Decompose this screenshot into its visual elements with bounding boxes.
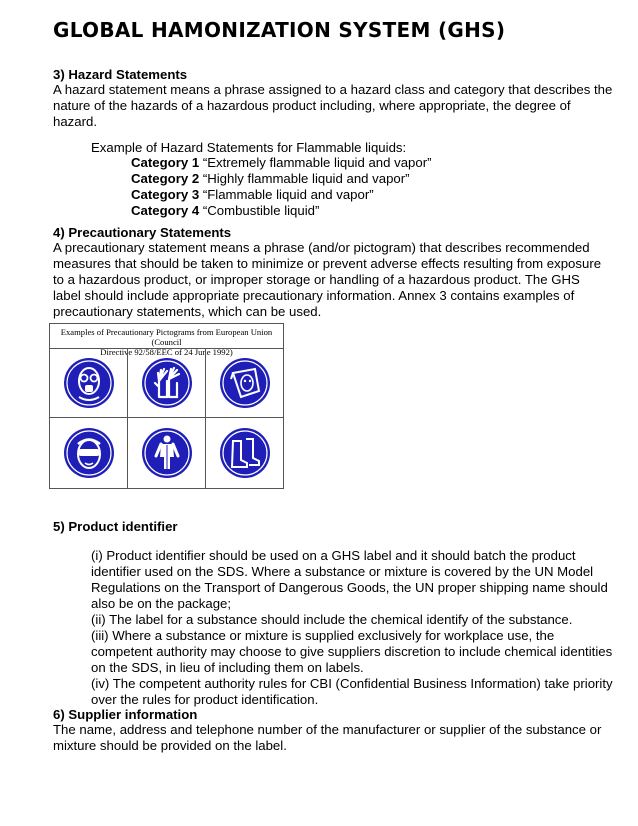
category-label: Category 1: [131, 155, 200, 170]
pictogram-cell: [50, 349, 128, 418]
hazard-category-list: [131, 155, 432, 219]
category-label: Category 2: [131, 171, 200, 186]
caption-line: Directive 92/58/EEC of 24 June 1992): [100, 347, 233, 357]
goggles-icon: [63, 427, 115, 479]
pictogram-table: [49, 323, 284, 489]
category-item: [131, 187, 432, 203]
product-line: Regulations on the Transport of Dangerous Goods, the UN proper shipping name should: [91, 580, 608, 595]
product-heading: 5) Product identifier: [53, 519, 178, 534]
pictogram-table-caption: [50, 324, 283, 357]
category-label: Category 3: [131, 187, 200, 202]
product-line: (i) Product identifier should be used on a GHS label and it should batch the product: [91, 548, 576, 563]
supplier-line: The name, address and telephone number of the manufacturer or supplier of the substance or: [53, 722, 602, 737]
product-line: on the SDS, in lieu of including them on labels.: [91, 660, 364, 675]
pictogram-cell: [206, 349, 283, 418]
product-line: (iii) Where a substance or mixture is supplied exclusively for workplace use, the: [91, 628, 555, 643]
product-paragraph: [91, 548, 613, 708]
category-item: [131, 155, 432, 171]
product-line: (iv) The competent authority rules for CBI (Confidential Business Information) take priority: [91, 676, 613, 691]
precautionary-paragraph: [53, 240, 601, 320]
pictogram-cell: [50, 418, 128, 488]
supplier-line: mixture should be provided on the label.: [53, 738, 287, 753]
protective-suit-icon: [141, 427, 193, 479]
product-line: identifier used on the SDS. Where a substance or mixture is covered by the UN Model: [91, 564, 594, 579]
respirator-icon: [63, 357, 115, 409]
category-label: Category 4: [131, 203, 200, 218]
precautionary-line: measures that should be taken to minimize or prevent adverse effects resulting from exposure: [53, 256, 602, 271]
precautionary-line: A precautionary statement means a phrase (and/or pictogram) that describes recommended: [53, 240, 590, 255]
product-line: also be on the package;: [91, 596, 232, 611]
precautionary-line: label should include appropriate precautionary information. Annex 3 contains examples of: [53, 288, 575, 303]
hazard-example-intro: Example of Hazard Statements for Flammable liquids:: [91, 140, 407, 155]
gloves-icon: [141, 357, 193, 409]
precautionary-line: precautionary statements, which can be used.: [53, 304, 322, 319]
category-text: “Extremely flammable liquid and vapor”: [199, 155, 432, 170]
category-text: “Flammable liquid and vapor”: [199, 187, 374, 202]
hazard-line: nature of the hazards of a hazardous product including, where appropriate, the degree of: [53, 98, 571, 113]
hazard-paragraph: [53, 82, 612, 130]
supplier-heading: 6) Supplier information: [53, 707, 198, 722]
hazard-line: hazard.: [53, 114, 97, 129]
face-shield-icon: [219, 357, 271, 409]
hazard-line: A hazard statement means a phrase assigned to a hazard class and category that describes the: [53, 82, 613, 97]
precautionary-heading: 4) Precautionary Statements: [53, 225, 232, 240]
pictogram-cell: [206, 418, 283, 488]
page-title: GLOBAL HAMONIZATION SYSTEM (GHS): [53, 18, 506, 42]
category-text: “Combustible liquid”: [199, 203, 320, 218]
pictogram-cell: [128, 418, 206, 488]
product-line: competent authority may choose to give suppliers discretion to include chemical identities: [91, 644, 613, 659]
boots-icon: [219, 427, 271, 479]
pictogram-cell: [128, 349, 206, 418]
category-text: “Highly flammable liquid and vapor”: [199, 171, 410, 186]
product-line: over the rules for product identification.: [91, 692, 319, 707]
caption-line: Examples of Precautionary Pictograms from European Union (Council: [60, 327, 273, 347]
supplier-paragraph: [53, 722, 601, 754]
product-line: (ii) The label for a substance should include the chemical identify of the substance.: [91, 612, 573, 627]
precautionary-line: to a hazardous product, or improper storage or handling of a hazardous product. The GHS: [53, 272, 580, 287]
category-item: [131, 171, 432, 187]
hazard-heading: 3) Hazard Statements: [53, 67, 188, 82]
category-item: [131, 203, 432, 219]
